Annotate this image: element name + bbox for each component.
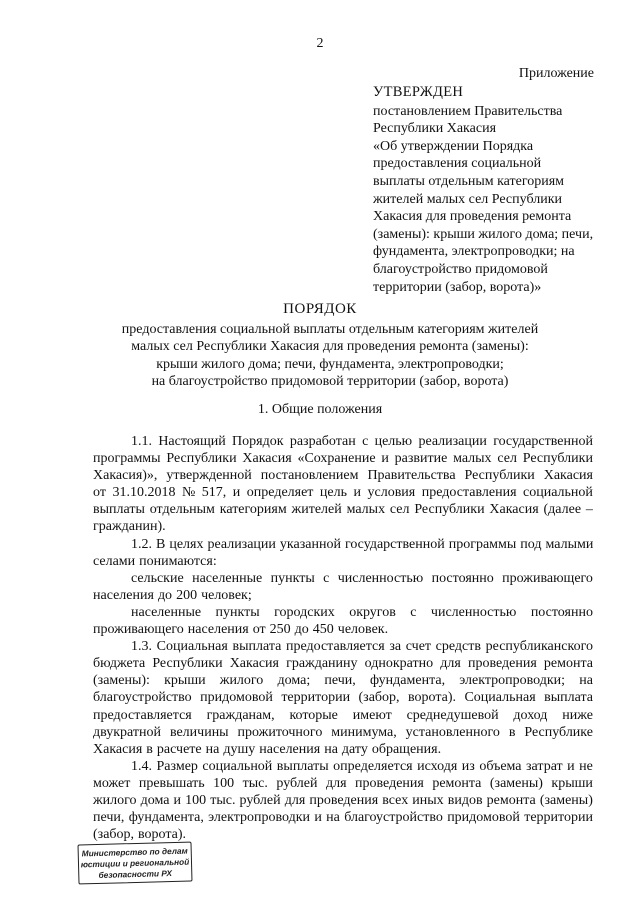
body-word: территории <box>281 690 351 706</box>
body-line <box>93 604 593 621</box>
body-word: однократно <box>364 656 434 672</box>
body-word: выплаты <box>93 502 145 518</box>
body-word: выплаты <box>276 758 329 774</box>
body-line <box>93 638 593 655</box>
body-word: 100 <box>185 792 207 808</box>
approval-line: (замены): крыши жилого дома; печи, <box>373 226 594 242</box>
body-word: ворота). <box>138 827 187 843</box>
body-word: (забор, <box>93 827 135 843</box>
body-word: выплата <box>232 639 282 655</box>
body-word: 1.2. <box>131 536 152 552</box>
body-word: от <box>93 485 106 501</box>
body-word: 450 <box>312 622 334 638</box>
approval-line: постановлением Правительства <box>373 103 563 119</box>
body-word: для <box>284 792 306 808</box>
approval-line: предоставления социальной <box>373 156 542 172</box>
body-word: Размер <box>156 758 198 774</box>
body-word: (далее <box>543 502 582 518</box>
body-word: до <box>157 587 173 603</box>
approval-line: «Об утверждении Порядка <box>373 138 534 154</box>
body-word: обращения. <box>371 741 442 757</box>
body-word: доход <box>513 707 548 723</box>
body-word: постановлением <box>260 468 359 484</box>
body-line <box>93 826 593 843</box>
body-word: под <box>520 536 542 552</box>
body-word: селами <box>93 553 136 569</box>
body-word: указанной <box>279 536 341 552</box>
body-word: исходя <box>417 758 458 774</box>
body-word: из <box>461 758 475 774</box>
body-line <box>93 621 593 638</box>
body-word: ремонта <box>543 656 593 672</box>
stamp-line: юстиции и региональной <box>80 856 190 870</box>
body-word: населения <box>187 622 249 638</box>
body-word: 517, <box>201 485 227 501</box>
document-subtitle <box>60 321 600 391</box>
body-word: 100 <box>213 775 235 791</box>
subtitle-line: на благоустройство придомовой территории (забор, ворота) <box>151 374 509 390</box>
body-word: (забор, <box>358 690 400 706</box>
body-word: разработан <box>289 434 356 449</box>
body-word: крыши <box>164 673 206 689</box>
body-word: проведения <box>355 775 424 791</box>
body-word: территории <box>524 810 593 826</box>
body-word: программы <box>448 536 517 552</box>
body-word: целях <box>169 536 204 552</box>
body-word: проведения <box>467 656 537 672</box>
body-word: придомовой <box>447 810 520 826</box>
approval-heading: УТВЕРЖДЕН <box>373 84 464 100</box>
body-line <box>93 553 593 570</box>
section-heading: 1. Общие положения <box>257 402 383 417</box>
body-line <box>93 792 593 809</box>
body-word: целью <box>374 434 413 449</box>
body-word: 250 <box>269 622 291 638</box>
body-word: Республике <box>524 724 593 740</box>
body-word: человек. <box>337 622 389 638</box>
body-line <box>93 570 593 587</box>
body-word: благоустройство <box>93 690 192 706</box>
body-word: рублей <box>276 775 318 791</box>
body-word: малыми <box>545 536 594 552</box>
body-word: и <box>567 758 575 774</box>
body-word: Порядок <box>232 434 284 449</box>
body-word: (замены) <box>489 775 543 791</box>
approval-line: жителей малых сел Республики <box>373 191 562 207</box>
body-word: в <box>146 741 153 757</box>
body-line <box>93 587 593 604</box>
body-word: печи, <box>324 673 356 689</box>
body-word: с <box>362 434 369 449</box>
body-word: до <box>294 622 309 638</box>
body-word: предоставляется <box>285 639 385 655</box>
approval-line: Хакасия для проведения ремонта <box>373 209 572 225</box>
body-word: Республики <box>464 468 535 484</box>
body-word: Хакасия <box>93 741 143 757</box>
body-word: малых <box>453 451 492 467</box>
body-word: гражданину <box>286 656 358 672</box>
body-word: выплата <box>544 690 593 706</box>
body-word: и <box>353 485 361 501</box>
approval-block <box>373 84 603 296</box>
approval-line: благоустройство придомовой <box>373 261 548 277</box>
body-word: государственной <box>493 434 593 449</box>
body-word: программы <box>93 451 161 467</box>
body-word: пункты <box>270 570 315 586</box>
body-word: дату <box>341 741 368 757</box>
approval-line: выплаты отдельным категориям <box>373 173 565 189</box>
body-word: видов <box>447 792 483 808</box>
body-word: (замены) <box>539 792 593 808</box>
body-word: ворота). <box>408 690 456 706</box>
body-word: округов <box>349 604 396 620</box>
body-word: социальной <box>202 758 273 774</box>
body-word: 1.1. <box>131 434 152 449</box>
body-word: сел <box>389 502 410 518</box>
body-word: крыши <box>551 775 593 791</box>
body-word: Республики <box>414 502 485 518</box>
body-word: жилого <box>219 673 264 689</box>
body-word: – <box>585 502 593 518</box>
body-word: постоянно <box>431 570 494 586</box>
body-word: Республики <box>152 656 223 672</box>
body-word: пункты <box>215 604 260 620</box>
body-word: отдельным <box>149 502 215 518</box>
page-number: 2 <box>316 36 324 51</box>
body-word: предоставляется <box>93 707 192 723</box>
body-word: Социальная <box>464 690 536 706</box>
body-word: благоустройство <box>344 810 443 826</box>
body-word: бюджета <box>93 656 146 672</box>
body-line <box>93 433 593 450</box>
body-word: душу <box>223 741 256 757</box>
body-word: рублей <box>239 792 281 808</box>
body-word: В <box>156 536 166 552</box>
body-word: ремонта <box>432 775 482 791</box>
body-line <box>93 467 593 484</box>
body-word: дома; <box>277 673 311 689</box>
body-line <box>93 689 593 706</box>
body-line <box>93 536 593 553</box>
body-word: Социальная <box>156 639 228 655</box>
body-word: социальной <box>523 485 593 501</box>
body-word: Правительства <box>367 468 456 484</box>
body-word: Хакасия <box>543 468 593 484</box>
body-word: ремонта <box>486 792 536 808</box>
body-word: населения <box>259 741 321 757</box>
appendix-label: Приложение <box>518 66 594 81</box>
body-word: тыс. <box>242 775 268 791</box>
body-word: и <box>173 792 182 808</box>
body-word: № <box>181 485 196 501</box>
body-word: придомовой <box>200 690 273 706</box>
body-word: дома <box>140 792 170 808</box>
body-word: Республики <box>166 451 237 467</box>
body-word: гражданин). <box>93 519 166 535</box>
body-word: жилого <box>93 792 137 808</box>
body-word: затрат <box>526 758 563 774</box>
body-word: двукратной <box>93 724 162 740</box>
body-word: Хакасия <box>489 502 539 518</box>
body-word: расчете <box>156 741 202 757</box>
body-word: реализации <box>207 536 276 552</box>
body-word: для <box>440 656 461 672</box>
body-word: и <box>314 810 322 826</box>
body-word: на <box>205 741 220 757</box>
body-word: утвержденной <box>166 468 252 484</box>
body-word: 31.10.2018 <box>112 485 176 501</box>
body-word: электропроводки <box>208 810 311 826</box>
body-word: понимаются: <box>139 553 217 569</box>
body-word: малых <box>346 502 386 518</box>
body-word: величины <box>169 724 229 740</box>
body-word: от <box>252 622 266 638</box>
body-word: реализации <box>418 434 487 449</box>
body-word: средств <box>435 639 481 655</box>
body-word: 1.4. <box>131 758 152 774</box>
body-word: (замены): <box>93 673 150 689</box>
body-word: установленного <box>405 724 500 740</box>
body-word: цель <box>319 485 347 501</box>
body-word: численностью <box>430 604 517 620</box>
body-word: категориям <box>219 502 287 518</box>
body-word: городских <box>274 604 335 620</box>
stamp-line: Министерство по делам <box>81 845 188 859</box>
body-word: за <box>389 639 402 655</box>
body-word: населенные <box>192 570 263 586</box>
body-line <box>93 758 593 775</box>
body-word: развитие <box>394 451 448 467</box>
body-word: для <box>325 775 347 791</box>
body-line <box>93 655 593 672</box>
body-word: «Сохранение <box>297 451 376 467</box>
body-word: численностью <box>337 570 424 586</box>
body-word: 200 <box>176 587 198 603</box>
body-word: ниже <box>562 707 593 723</box>
body-word: условия <box>367 485 416 501</box>
body-word: жителей <box>291 502 342 518</box>
body-word: на <box>579 673 593 689</box>
body-word: тыс. <box>210 792 236 808</box>
body-word: с <box>410 604 417 620</box>
body-word: Хакасия <box>242 451 292 467</box>
body-text <box>93 433 593 843</box>
body-word: человек; <box>201 587 252 603</box>
subtitle-line: малых сел Республики Хакасия для проведения ремонта (замены): <box>131 339 529 355</box>
body-word: республиканского <box>485 639 593 655</box>
body-line <box>93 724 593 741</box>
body-line <box>93 809 593 826</box>
subtitle-line: предоставления социальной выплаты отдельным категориям жителей <box>121 322 539 337</box>
body-word: проживающего <box>93 622 184 638</box>
body-word: имеют <box>352 707 392 723</box>
body-word: сел <box>497 451 517 467</box>
approval-line: Республики Хакасия <box>373 121 497 137</box>
body-word: не <box>579 758 593 774</box>
body-word: Хакасия)», <box>93 468 158 484</box>
body-word: проживающего <box>502 570 593 586</box>
body-word: фундамента, <box>369 673 446 689</box>
body-line <box>93 775 593 792</box>
body-word: Хакасия <box>229 656 279 672</box>
approval-line: территории (забор, ворота)» <box>373 279 542 295</box>
body-word: определяет <box>246 485 314 501</box>
body-word: постоянно <box>530 604 593 620</box>
registration-stamp <box>77 842 192 885</box>
body-line <box>93 707 593 724</box>
body-word: превышать <box>138 775 205 791</box>
body-word: фундамента, <box>128 810 204 826</box>
body-line <box>93 501 593 518</box>
body-word: может <box>93 775 131 791</box>
body-word: населения <box>93 587 154 603</box>
body-line <box>93 518 593 535</box>
body-word: которые <box>289 707 338 723</box>
body-word: сельские <box>131 570 184 586</box>
body-word: прожиточного <box>237 724 323 740</box>
body-word: определяется <box>333 758 413 774</box>
approval-line: фундамента, электропроводки; на <box>373 244 575 260</box>
body-line <box>93 741 593 758</box>
body-word: иных <box>412 792 444 808</box>
body-word: и <box>232 485 241 501</box>
body-word: проведения <box>309 792 379 808</box>
body-word: предоставления <box>421 485 517 501</box>
body-word: всех <box>382 792 409 808</box>
body-word: 1.3. <box>131 639 152 655</box>
body-word: государственной <box>344 536 445 552</box>
body-word: населенные <box>131 604 202 620</box>
body-line <box>93 450 593 467</box>
subtitle-line: крыши жилого дома; печи, фундамента, электропроводки; <box>156 356 504 372</box>
body-word: Настоящий <box>158 434 226 449</box>
stamp-line: безопасности РХ <box>98 868 173 880</box>
body-word: электропроводки; <box>459 673 566 689</box>
body-word: объема <box>479 758 522 774</box>
body-word: на <box>324 741 338 757</box>
body-word: в <box>508 724 516 740</box>
body-line <box>93 484 593 501</box>
body-line <box>93 672 593 689</box>
body-word: и <box>381 451 389 467</box>
body-word: среднедушевой <box>406 707 499 723</box>
body-word: печи, <box>93 810 125 826</box>
body-word: с <box>323 570 330 586</box>
body-word: гражданам, <box>206 707 275 723</box>
body-word: на <box>326 810 340 826</box>
body-word: счет <box>405 639 432 655</box>
body-word: минимума, <box>331 724 397 740</box>
document-title: ПОРЯДОК <box>283 301 357 317</box>
body-word: Республики <box>522 451 593 467</box>
